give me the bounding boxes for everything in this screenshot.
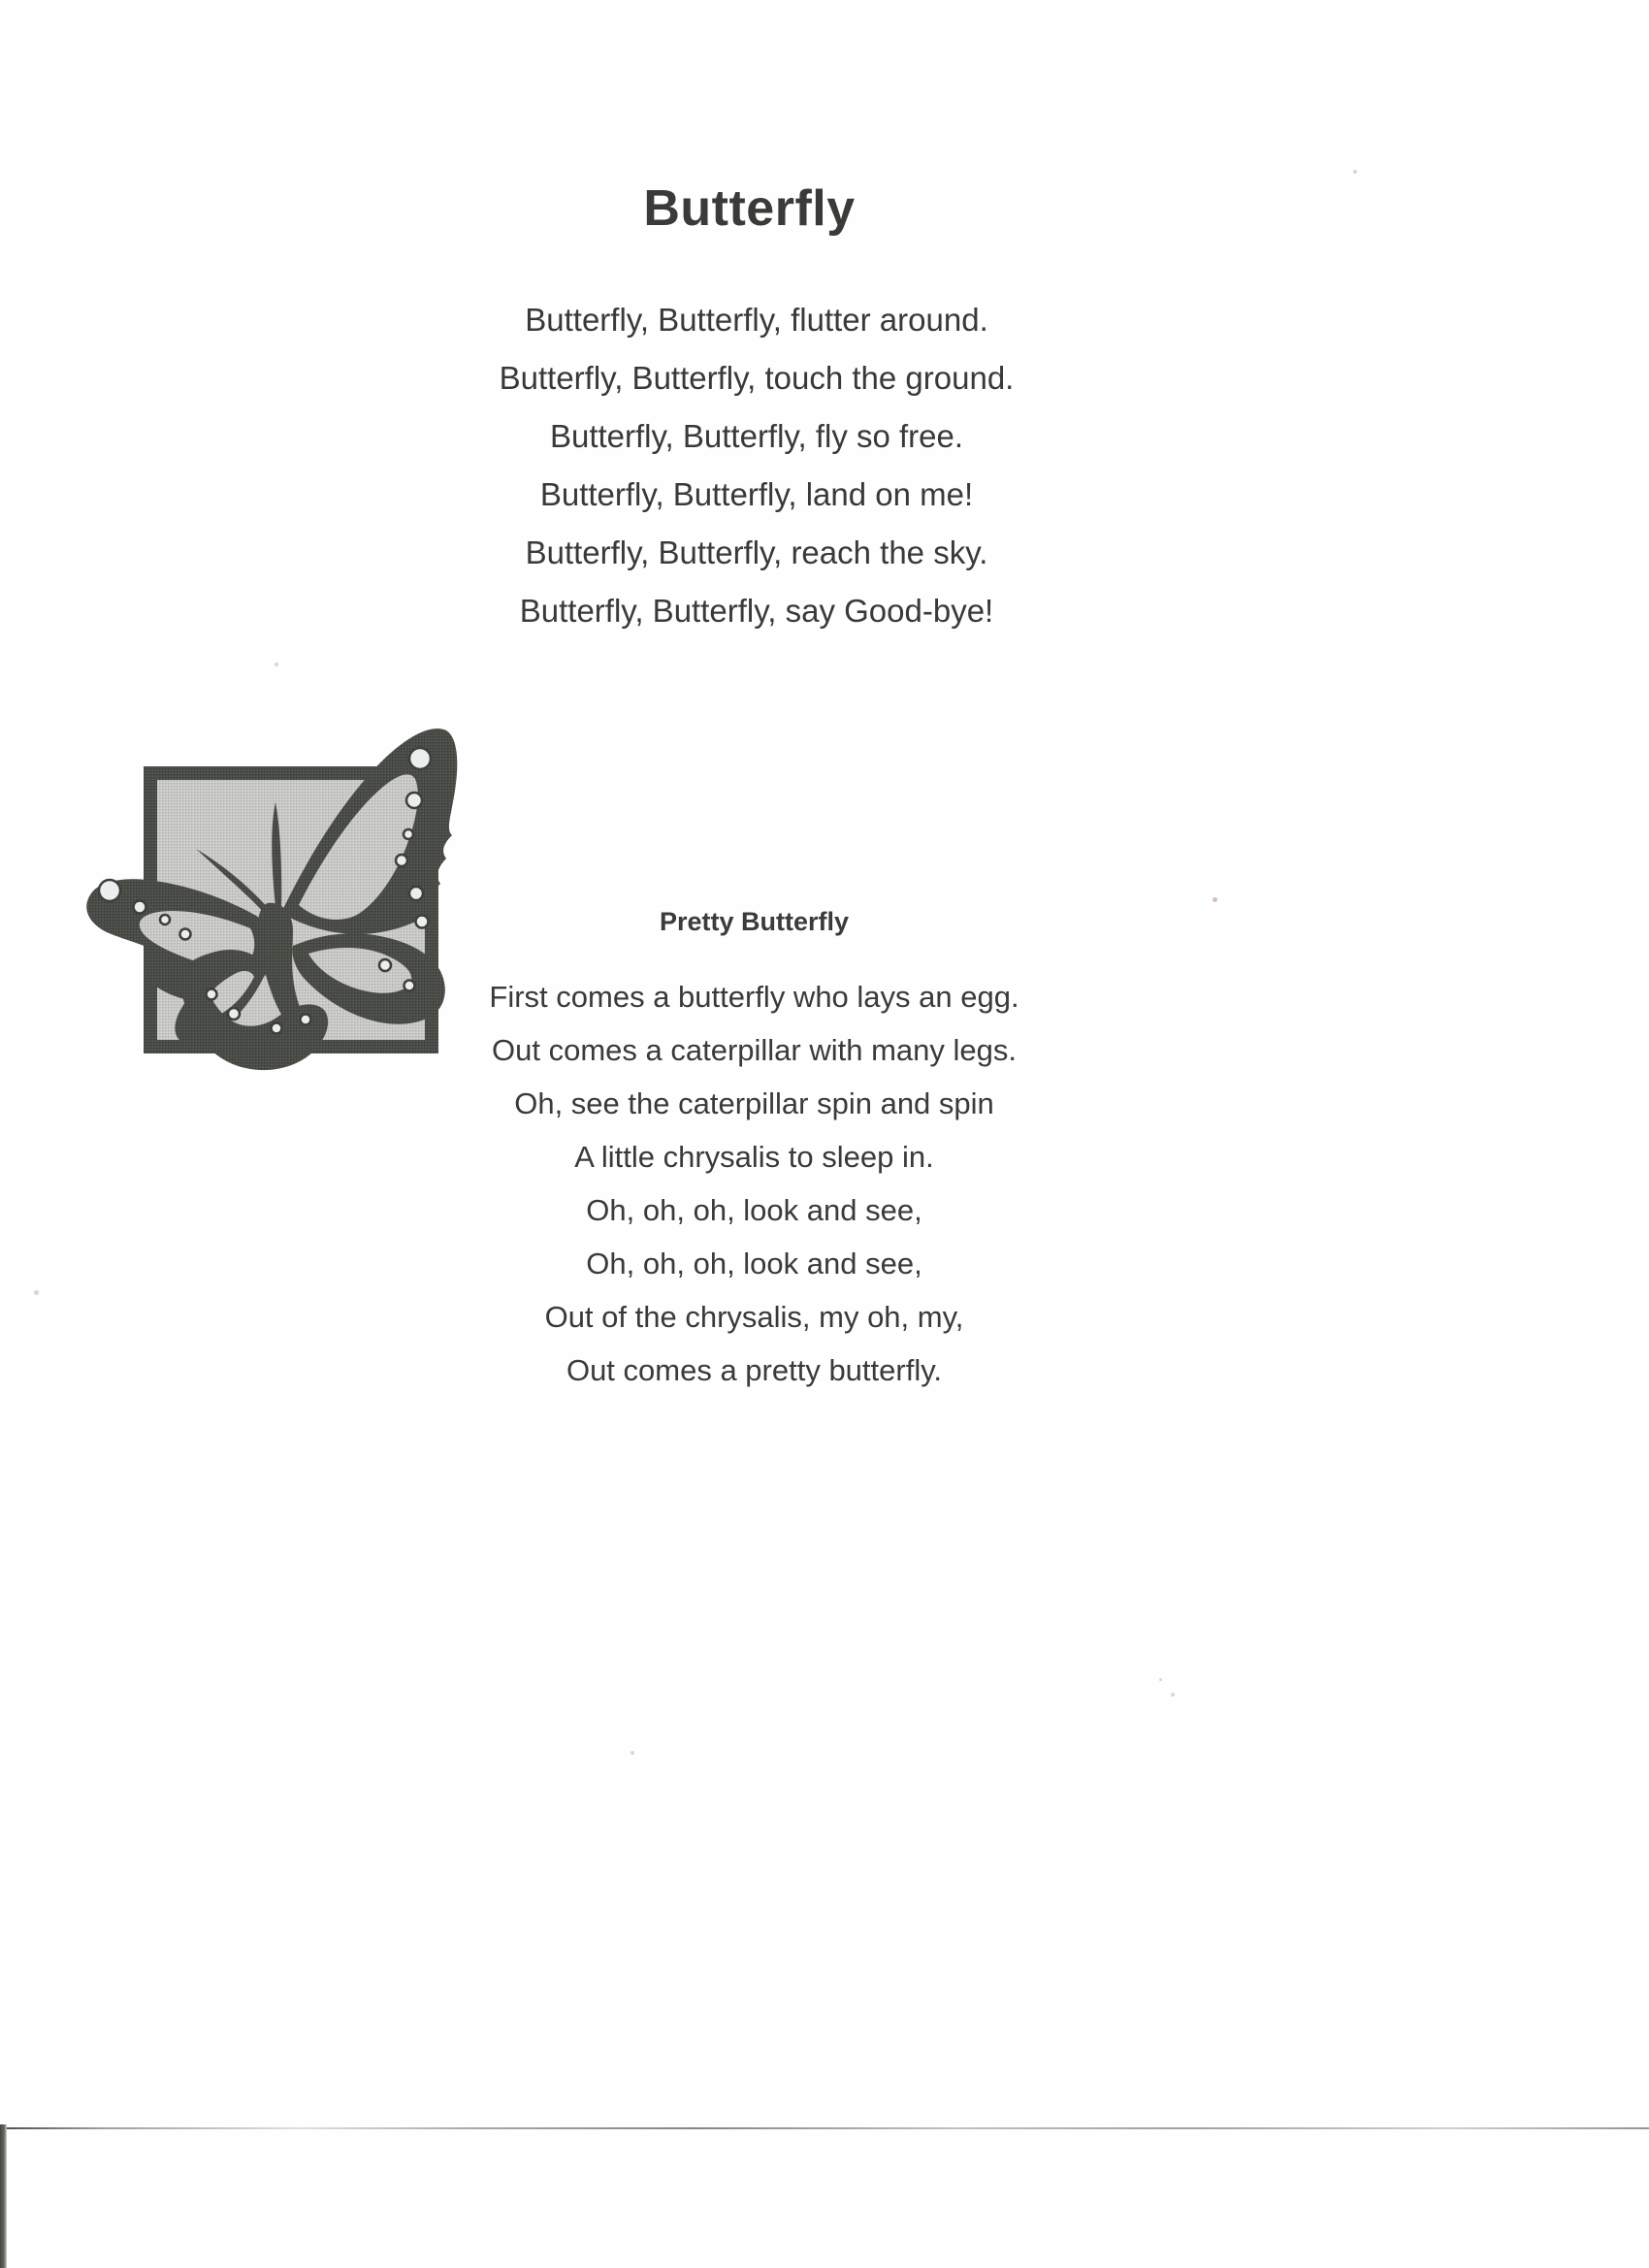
scan-speck — [1159, 1678, 1162, 1681]
poem-stanza-one — [0, 291, 1649, 640]
poem-line: Oh, oh, oh, look and see, — [586, 1247, 922, 1280]
scan-speck — [1171, 1693, 1175, 1697]
poem-line: Butterfly, Butterfly, reach the sky. — [525, 535, 988, 570]
poem-line: Out comes a caterpillar with many legs. — [492, 1033, 1017, 1067]
poem-line: Out comes a pretty butterfly. — [566, 1353, 943, 1387]
poem-line: Butterfly, Butterfly, touch the ground. — [499, 360, 1015, 396]
scan-page-edge — [0, 2124, 7, 2268]
poem-line: Butterfly, Butterfly, flutter around. — [525, 302, 988, 338]
poem-line: Butterfly, Butterfly, fly so free. — [549, 418, 964, 454]
poem-stanza-two — [0, 970, 1649, 1397]
scan-speck — [275, 663, 278, 666]
scan-speck — [630, 1751, 634, 1755]
page-title: Butterfly — [643, 180, 856, 237]
poem-line: Butterfly, Butterfly, say Good-bye! — [519, 593, 994, 629]
poem-line: Butterfly, Butterfly, land on me! — [539, 476, 974, 512]
scan-speck — [1353, 170, 1357, 174]
poem-line: A little chrysalis to sleep in. — [574, 1140, 934, 1174]
poem-line: Out of the chrysalis, my oh, my, — [544, 1300, 964, 1334]
poem-line: Oh, see the caterpillar spin and spin — [514, 1086, 994, 1120]
poem-line: Oh, oh, oh, look and see, — [586, 1193, 922, 1227]
section-heading-pretty-butterfly: Pretty Butterfly — [659, 907, 850, 936]
scan-speck — [34, 1290, 39, 1295]
scan-speck — [1212, 897, 1217, 902]
scan-fold-line — [3, 2127, 1649, 2129]
poem-line: First comes a butterfly who lays an egg. — [489, 980, 1019, 1014]
